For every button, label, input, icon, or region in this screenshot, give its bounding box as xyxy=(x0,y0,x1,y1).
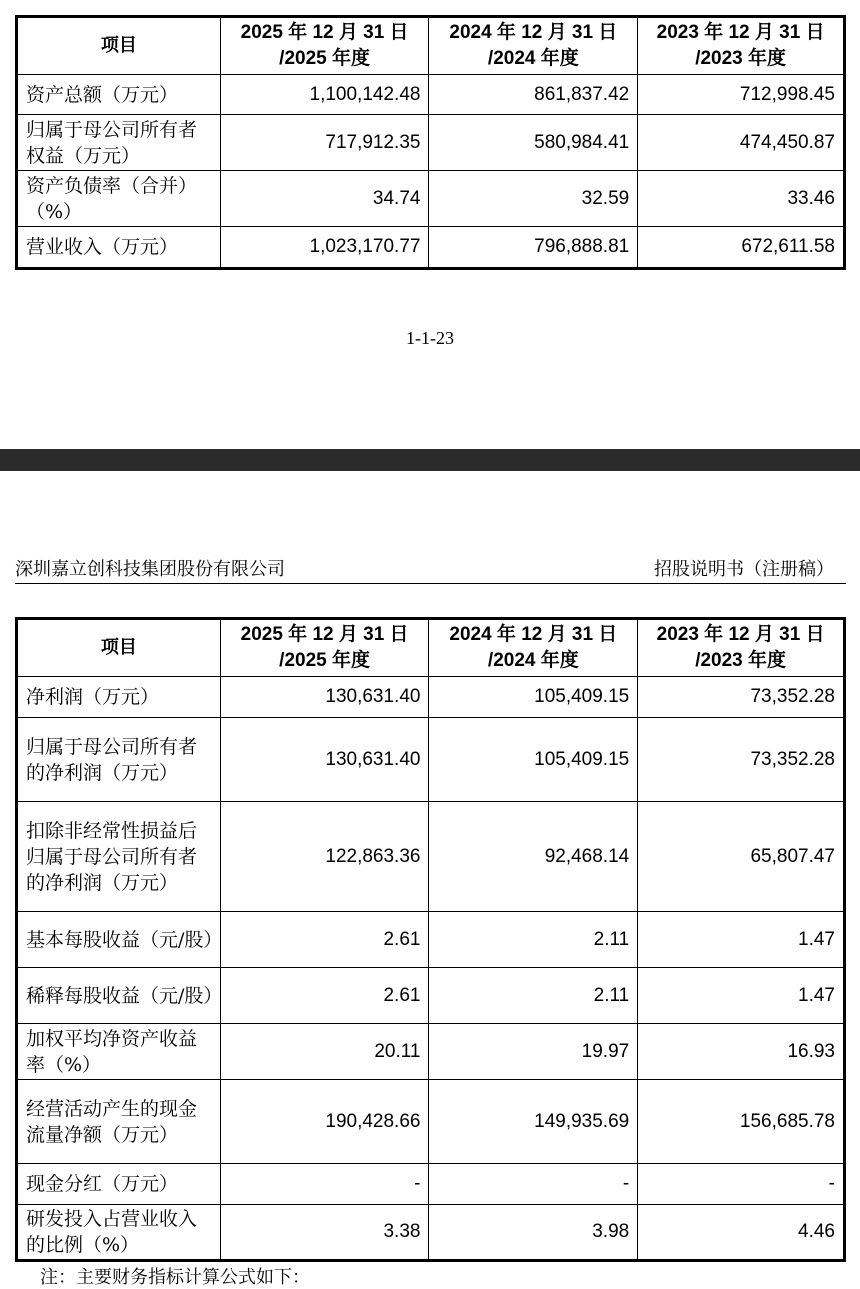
cell-2023: 712,998.45 xyxy=(638,75,845,115)
footnote: 注：主要财务指标计算公式如下： xyxy=(40,1267,310,1288)
table-header-row xyxy=(17,17,845,75)
page-1 xyxy=(0,0,860,449)
cell-2025: 2.61 xyxy=(220,912,429,968)
cell-2025: 2.61 xyxy=(220,968,429,1024)
cell-2025: 130,631.40 xyxy=(220,718,429,802)
table-row xyxy=(17,1164,845,1205)
row-label: 归属于母公司所有者的净利润（万元） xyxy=(17,718,221,802)
header-item: 项目 xyxy=(17,619,221,677)
table-row xyxy=(17,802,845,912)
row-label: 稀释每股收益（元/股） xyxy=(17,968,221,1024)
cell-2024: 92,468.14 xyxy=(429,802,638,912)
cell-2024: 105,409.15 xyxy=(429,677,638,718)
cell-2024: 796,888.81 xyxy=(429,227,638,269)
table-row xyxy=(17,718,845,802)
header-item: 项目 xyxy=(17,17,221,75)
cell-2023: - xyxy=(638,1164,845,1205)
cell-2025: 717,912.35 xyxy=(220,115,429,171)
row-label: 扣除非经常性损益后归属于母公司所有者的净利润（万元） xyxy=(17,802,221,912)
cell-2025: 122,863.36 xyxy=(220,802,429,912)
cell-2024: 2.11 xyxy=(429,912,638,968)
cell-2024: 105,409.15 xyxy=(429,718,638,802)
header-2023: 2023 年 12 月 31 日 /2023 年度 xyxy=(638,619,845,677)
row-label: 净利润（万元） xyxy=(17,677,221,718)
cell-2024: 2.11 xyxy=(429,968,638,1024)
table-row xyxy=(17,1205,845,1261)
cell-2025: 1,023,170.77 xyxy=(220,227,429,269)
table-row xyxy=(17,227,845,269)
cell-2025: 34.74 xyxy=(220,171,429,227)
row-label: 归属于母公司所有者权益（万元） xyxy=(17,115,221,171)
cell-2023: 4.46 xyxy=(638,1205,845,1261)
company-name: 深圳嘉立创科技集团股份有限公司 xyxy=(15,559,285,580)
table-header-row xyxy=(17,619,845,677)
row-label: 基本每股收益（元/股） xyxy=(17,912,221,968)
cell-2025: 190,428.66 xyxy=(220,1080,429,1164)
header-2024: 2024 年 12 月 31 日 /2024 年度 xyxy=(429,17,638,75)
table-row xyxy=(17,968,845,1024)
financial-table-1 xyxy=(15,15,846,270)
cell-2023: 1.47 xyxy=(638,968,845,1024)
cell-2023: 33.46 xyxy=(638,171,845,227)
cell-2024: 19.97 xyxy=(429,1024,638,1080)
header-2025: 2025 年 12 月 31 日 /2025 年度 xyxy=(220,17,429,75)
cell-2023: 73,352.28 xyxy=(638,718,845,802)
cell-2024: 580,984.41 xyxy=(429,115,638,171)
row-label: 研发投入占营业收入的比例（%） xyxy=(17,1205,221,1261)
row-label: 资产总额（万元） xyxy=(17,75,221,115)
page-separator xyxy=(0,449,860,471)
cell-2024: 861,837.42 xyxy=(429,75,638,115)
table-row xyxy=(17,171,845,227)
financial-table-2 xyxy=(15,617,846,1262)
table-row xyxy=(17,75,845,115)
cell-2024: 3.98 xyxy=(429,1205,638,1261)
cell-2023: 1.47 xyxy=(638,912,845,968)
row-label: 加权平均净资产收益率（%） xyxy=(17,1024,221,1080)
table-row xyxy=(17,912,845,968)
row-label: 现金分红（万元） xyxy=(17,1164,221,1205)
header-2023: 2023 年 12 月 31 日 /2023 年度 xyxy=(638,17,845,75)
document-title: 招股说明书（注册稿） xyxy=(654,559,834,580)
cell-2024: - xyxy=(429,1164,638,1205)
cell-2025: 20.11 xyxy=(220,1024,429,1080)
cell-2025: 1,100,142.48 xyxy=(220,75,429,115)
table-row xyxy=(17,115,845,171)
cell-2024: 32.59 xyxy=(429,171,638,227)
table-row xyxy=(17,677,845,718)
cell-2023: 474,450.87 xyxy=(638,115,845,171)
header-2025: 2025 年 12 月 31 日 /2025 年度 xyxy=(220,619,429,677)
page-2 xyxy=(0,471,860,1288)
row-label: 资产负债率（合并）（%） xyxy=(17,171,221,227)
cell-2025: 130,631.40 xyxy=(220,677,429,718)
cell-2023: 65,807.47 xyxy=(638,802,845,912)
cell-2023: 156,685.78 xyxy=(638,1080,845,1164)
row-label: 经营活动产生的现金流量净额（万元） xyxy=(17,1080,221,1164)
table-row xyxy=(17,1080,845,1164)
cell-2023: 672,611.58 xyxy=(638,227,845,269)
header-2024: 2024 年 12 月 31 日 /2024 年度 xyxy=(429,619,638,677)
cell-2023: 73,352.28 xyxy=(638,677,845,718)
table-row xyxy=(17,1024,845,1080)
row-label: 营业收入（万元） xyxy=(17,227,221,269)
cell-2024: 149,935.69 xyxy=(429,1080,638,1164)
page-number: 1-1-23 xyxy=(406,328,454,348)
running-header xyxy=(15,555,846,584)
cell-2025: 3.38 xyxy=(220,1205,429,1261)
cell-2023: 16.93 xyxy=(638,1024,845,1080)
cell-2025: - xyxy=(220,1164,429,1205)
